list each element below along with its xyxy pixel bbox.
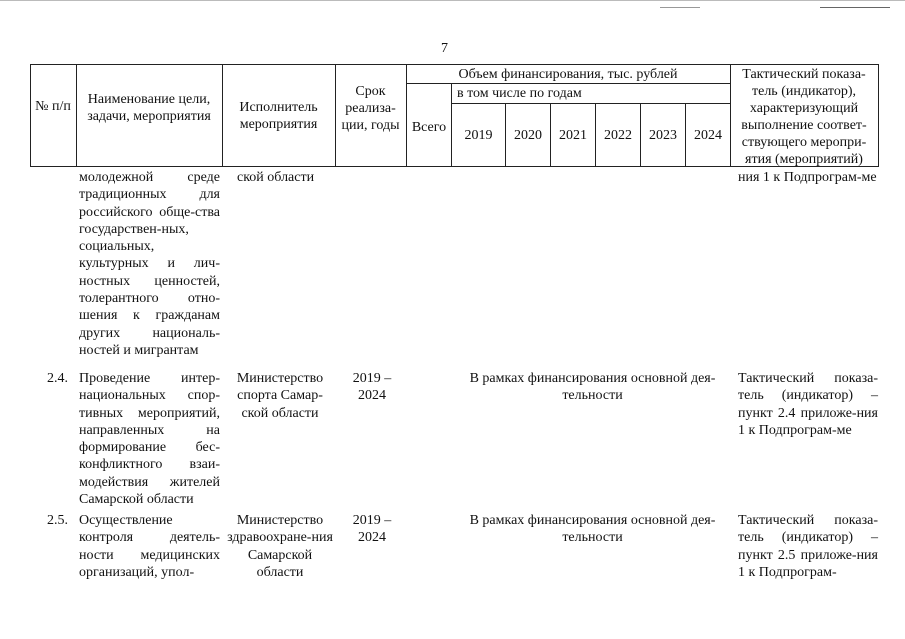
header-year: 2021 <box>559 128 587 143</box>
row-term: 2019 – 2024 <box>352 371 392 404</box>
scan-top-edge <box>0 0 905 1</box>
row-num: 2.5. <box>47 513 68 528</box>
row-executor: Министерство здравоохране-ния Самарской области <box>227 513 333 580</box>
header-by-years: в том числе по годам <box>457 86 582 101</box>
row-executor: Министерство спорта Самар-ской области <box>236 371 324 421</box>
page-number: 7 <box>441 41 448 56</box>
header-name: Наименование цели, задачи, мероприятия <box>87 92 211 124</box>
row-term: 2019 – 2024 <box>352 513 392 546</box>
header-term: Срок реализа-ции, годы <box>341 84 400 133</box>
row-name: Осуществление контроля деятель-ности медицинских организаций, упол- <box>79 513 220 580</box>
header-year: 2022 <box>604 128 632 143</box>
header-funding-title: Объем финансирования, тыс. рублей <box>458 67 678 82</box>
header-year: 2024 <box>694 128 722 143</box>
header-year: 2019 <box>464 128 493 143</box>
row-indicator: ния 1 к Подпрограм-ме <box>738 170 877 185</box>
row-name: Проведение интер-национальных спор-тивных мероприятий, направленных на формирование бес-конфликтного взаи-модействия жителей Самарской области <box>79 371 220 508</box>
row-executor: ской области <box>237 170 315 185</box>
header-executor: Исполнитель мероприятия <box>239 100 318 132</box>
row-funding: В рамках финансирования основной дея-тельности <box>469 513 716 546</box>
header-year: 2020 <box>514 128 542 143</box>
scan-mark <box>820 7 890 8</box>
header-num: № п/п <box>35 99 71 114</box>
row-funding: В рамках финансирования основной дея-тельности <box>469 371 716 404</box>
header-total: Всего <box>411 120 447 135</box>
row-name: молодежной среде традиционных для российского обще-ства государствен-ных, социальных, культурных и лич-ностных ценностей, толерантного отно-шения к гражданам других националь-ностей и мигрантам <box>79 170 220 358</box>
header-year: 2023 <box>649 128 677 143</box>
header-indicator: Тактический показа-тель (индикатор), характеризующий выполнение соответ-ствующего меропри-ятия (мероприятий) <box>741 67 867 167</box>
row-indicator: Тактический показа-тель (индикатор) – пункт 2.5 приложе-ния 1 к Подпрограм- <box>738 513 878 580</box>
table-header <box>30 64 878 167</box>
scan-mark <box>660 7 700 8</box>
row-num: 2.4. <box>47 371 68 386</box>
row-indicator: Тактический показа-тель (индикатор) – пункт 2.4 приложе-ния 1 к Подпрограм-ме <box>738 371 878 438</box>
